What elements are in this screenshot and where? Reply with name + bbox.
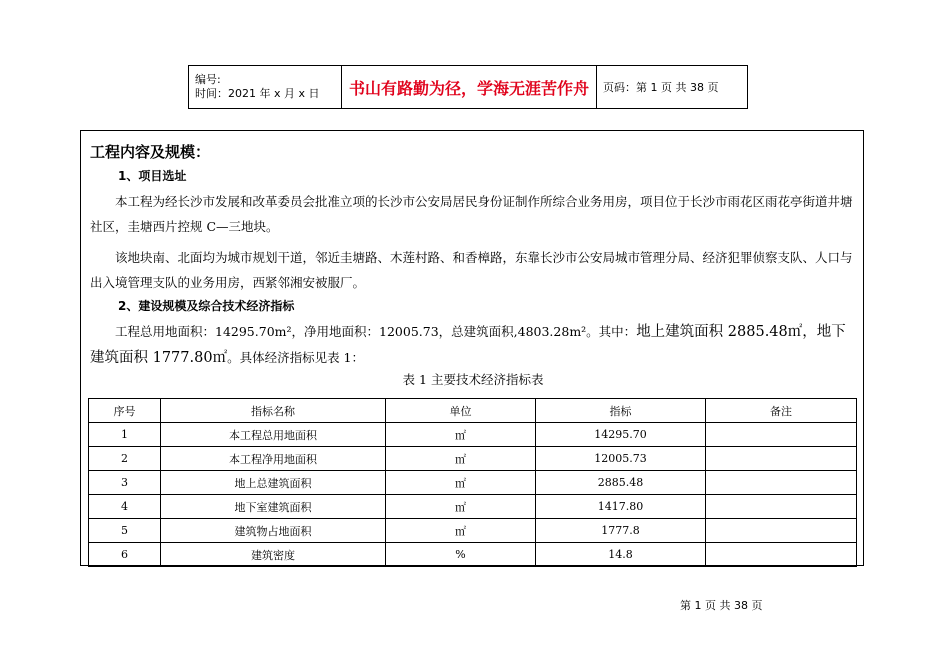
table-header-row [89,399,857,423]
cell-index: 2 [89,447,161,471]
cell-name: 本工程总用地面积 [161,423,386,447]
table-row [89,543,857,567]
motto: 书山有路勤为径，学海无涯苦作舟 [342,66,597,109]
cell-index: 5 [89,519,161,543]
cell-unit: ㎡ [386,447,536,471]
cell-value: 1417.80 [536,495,706,519]
cell-value: 12005.73 [536,447,706,471]
page-indicator: 页码：第 1 页 共 38 页 [597,66,748,109]
cell-name: 本工程净用地面积 [161,447,386,471]
code-label: 编号: [195,73,221,86]
cell-value: 1777.8 [536,519,706,543]
scale-text-b: 地上建筑面积 2885.48㎡，地下建筑面积 1777.80㎡ [90,324,846,366]
table-row [89,519,857,543]
col-header: 指标 [536,399,706,423]
paragraph-surroundings: 该地块南、北面均为城市规划干道，邻近圭塘路、木莲村路、和香樟路，东靠长沙市公安局城市管理分局、经济犯罪侦察支队、人口与出入境管理支队的业务用房，西紧邻湘安被服厂。 [90,250,853,290]
table-row [89,447,857,471]
cell-note [706,495,857,519]
time-label: 时间：2021 年 x 月 x 日 [195,87,320,100]
cell-note [706,519,857,543]
cell-value: 14295.70 [536,423,706,447]
cell-name: 建筑物占地面积 [161,519,386,543]
col-header: 备注 [706,399,857,423]
page-footer: 第 1 页 共 38 页 [680,599,763,612]
subsection-scale-title: 2、建设规模及综合技术经济指标 [118,299,295,313]
cell-unit: ㎡ [386,519,536,543]
header-meta [189,66,342,109]
cell-index: 4 [89,495,161,519]
cell-unit: % [386,543,536,567]
cell-index: 6 [89,543,161,567]
table-row [89,495,857,519]
scale-text-a: 工程总用地面积：14295.70m²，净用地面积：12005.73，总建筑面积,4803.28m²。其中： [115,324,637,339]
table-caption: 表 1 主要技术经济指标表 [402,372,544,387]
cell-value: 2885.48 [536,471,706,495]
table-row [89,471,857,495]
table-row [89,423,857,447]
paragraph-site: 本工程为经长沙市发展和改革委员会批准立项的长沙市公安局居民身份证制作所综合业务用房，项目位于长沙市雨花区雨花亭街道井塘社区，圭塘西片控规 C—三地块。 [90,194,853,234]
cell-unit: ㎡ [386,471,536,495]
cell-value: 14.8 [536,543,706,567]
indicator-table [88,398,857,567]
cell-name: 地下室建筑面积 [161,495,386,519]
cell-unit: ㎡ [386,495,536,519]
content-box [80,130,864,566]
cell-note [706,543,857,567]
paragraph-scale [90,319,856,371]
cell-note [706,471,857,495]
section-title: 工程内容及规模： [90,143,211,161]
cell-index: 3 [89,471,161,495]
cell-note [706,447,857,471]
cell-name: 建筑密度 [161,543,386,567]
cell-note [706,423,857,447]
col-header: 序号 [89,399,161,423]
subsection-site-title: 1、项目选址 [118,169,187,183]
page-header [188,65,748,109]
col-header: 指标名称 [161,399,386,423]
cell-index: 1 [89,423,161,447]
scale-text-c: 。具体经济指标见表 1： [227,350,365,365]
col-header: 单位 [386,399,536,423]
cell-unit: ㎡ [386,423,536,447]
cell-name: 地上总建筑面积 [161,471,386,495]
